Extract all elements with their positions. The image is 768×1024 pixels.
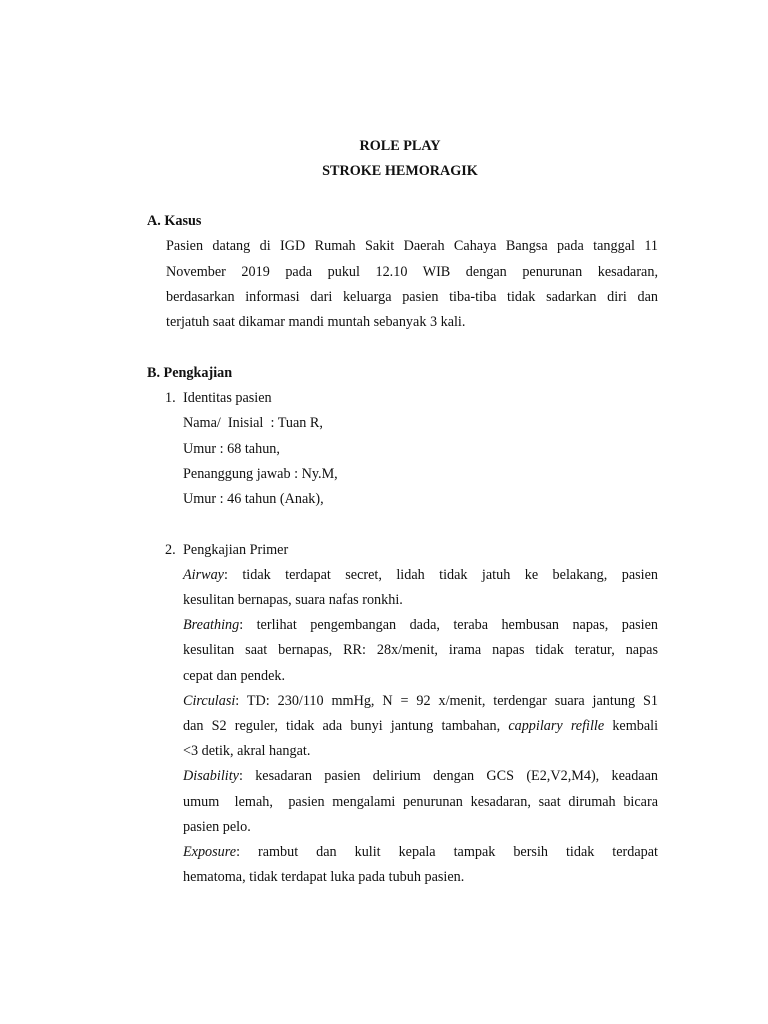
section-a-heading: A. Kasus [147,213,202,229]
item-1-number: 1. [165,390,176,406]
disability-label: Disability [183,768,239,784]
breathing-line-3: cepat dan pendek. [183,668,286,684]
kasus-line-3: berdasarkan informasi dari keluarga pasien tiba-tiba tidak sadarkan diri dan [166,289,658,305]
kasus-line-2: November 2019 pada pukul 12.10 WIB dengan penurunan kesadaran, [166,264,658,280]
cappilary-refille-term: cappilary refille [508,718,605,734]
disability-line-3: pasien pelo. [183,819,251,835]
item-2-title: Pengkajian Primer [183,542,289,558]
exposure-line-1: Exposure: rambut dan kulit kepala tampak bersih tidak terdapat [183,844,658,860]
identitas-umur: Umur : 68 tahun, [183,441,280,457]
document-subtitle: STROKE HEMORAGIK [322,163,478,179]
airway-line-1: Airway: tidak terdapat secret, lidah tidak jatuh ke belakang, pasien [183,567,658,583]
identitas-umur-penanggung: Umur : 46 tahun (Anak), [183,491,324,507]
circulasi-line-3: <3 detik, akral hangat. [183,743,311,759]
airway-line-2: kesulitan bernapas, suara nafas ronkhi. [183,592,403,608]
kasus-line-1: Pasien datang di IGD Rumah Sakit Daerah Cahaya Bangsa pada tanggal 11 [166,238,658,254]
identitas-nama: Nama/ Inisial : Tuan R, [183,415,323,431]
item-1-title: Identitas pasien [183,390,272,406]
circulasi-line-1: Circulasi: TD: 230/110 mmHg, N = 92 x/menit, terdengar suara jantung S1 [183,693,658,709]
exposure-label: Exposure [183,844,237,860]
identitas-penanggung-jawab: Penanggung jawab : Ny.M, [183,466,338,482]
circulasi-line-2: dan S2 reguler, tidak ada bunyi jantung tambahan, cappilary refille kembali [183,718,659,734]
kasus-line-4: terjatuh saat dikamar mandi muntah sebanyak 3 kali. [166,314,466,330]
exposure-line-2: hematoma, tidak terdapat luka pada tubuh pasien. [183,869,465,885]
circulasi-label: Circulasi [183,693,236,709]
document-title: ROLE PLAY [359,138,441,154]
disability-line-1: Disability: kesadaran pasien delirium dengan GCS (E2,V2,M4), keadaan [183,768,658,784]
breathing-label: Breathing [183,617,240,633]
item-2-number: 2. [165,542,176,558]
breathing-line-1: Breathing: terlihat pengembangan dada, teraba hembusan napas, pasien [183,617,658,633]
airway-label: Airway [183,567,224,583]
breathing-line-2: kesulitan saat bernapas, RR: 28x/menit, irama napas tidak teratur, napas [183,642,658,658]
section-b-heading: B. Pengkajian [147,365,233,381]
disability-line-2: umum lemah, pasien mengalami penurunan kesadaran, saat dirumah bicara [183,794,658,810]
